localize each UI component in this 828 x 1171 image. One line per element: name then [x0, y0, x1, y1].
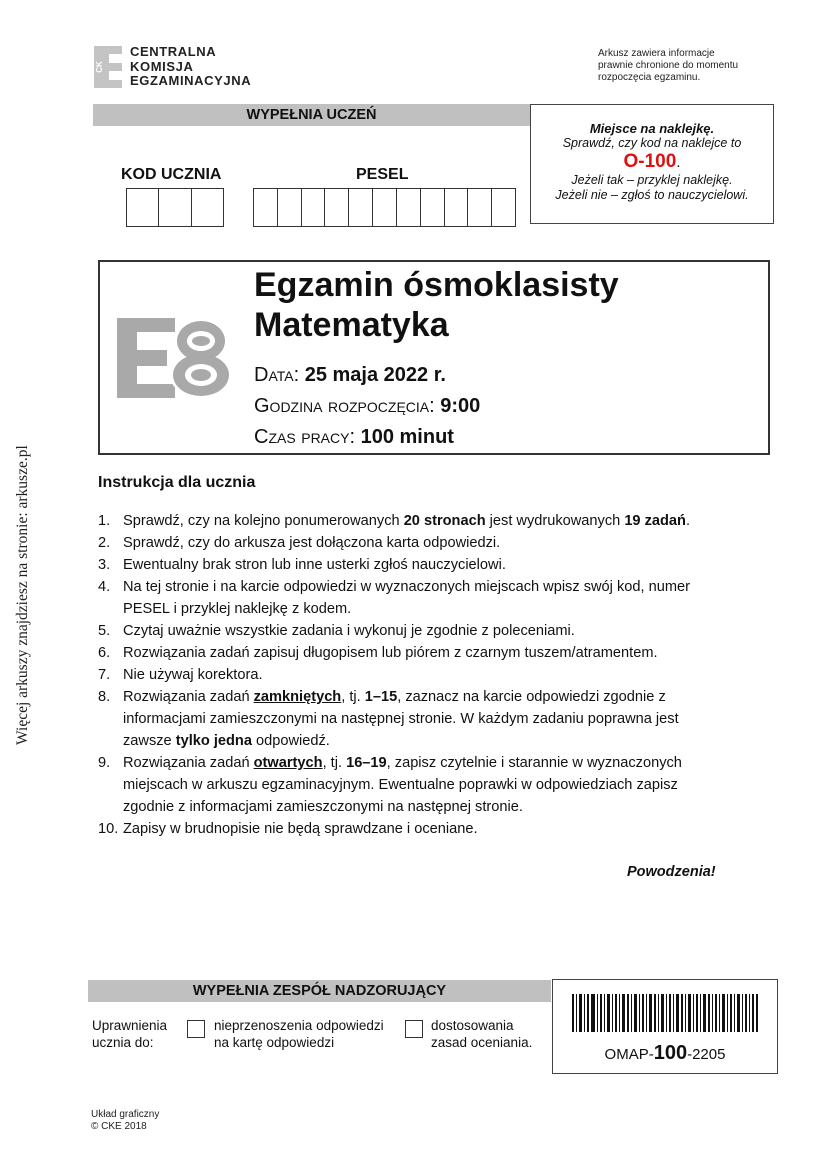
pesel-cell[interactable] [325, 189, 349, 226]
footer-line: © CKE 2018 [91, 1121, 147, 1132]
instruction-text: Czytaj uważnie wszystkie zadania i wykonuj je zgodnie z poleceniami. [123, 623, 575, 639]
no-transfer-label [214, 1017, 384, 1051]
pesel-cell[interactable] [254, 189, 278, 226]
adapted-grading-checkbox[interactable] [405, 1020, 423, 1038]
sticker-placeholder[interactable] [530, 104, 774, 224]
bold-run: 19 zadań [624, 513, 686, 529]
instruction-number: 8. [98, 689, 111, 705]
text-run: , tj. [322, 755, 347, 771]
instruction-number: 1. [98, 513, 111, 529]
instruction-item [98, 532, 738, 554]
instruction-text [123, 686, 738, 752]
exam-date-label: Data: [254, 364, 300, 386]
instruction-item [98, 664, 738, 686]
instructions-list [98, 510, 738, 840]
exam-date-value: 25 maja 2022 r. [304, 364, 446, 386]
instruction-number: 5. [98, 623, 111, 639]
student-code-label: KOD UCZNIA [121, 166, 222, 183]
instruction-text: Zapisy w brudnopisie nie będą sprawdzane i oceniane. [123, 821, 478, 837]
text-run: Rozwiązania zadań [123, 689, 254, 705]
text-run: jest wydrukowanych [485, 513, 625, 529]
text-run: Rozwiązania zadań [123, 755, 254, 771]
barcode-code [552, 1042, 778, 1065]
org-name-line: KOMISJA [130, 58, 194, 74]
bold-run: 16–19 [346, 755, 387, 771]
text-run: . [685, 513, 691, 529]
barcode-code-main: 100 [653, 1042, 688, 1064]
bold-run: 1–15 [364, 689, 398, 705]
student-code-cell[interactable] [159, 189, 191, 226]
instruction-item [98, 510, 738, 532]
cke-logo-icon [94, 46, 122, 88]
text-run: , tj. [341, 689, 365, 705]
no-transfer-checkbox[interactable] [187, 1020, 205, 1038]
student-code-cell[interactable] [127, 189, 159, 226]
org-name-line: EGZAMINACYJNA [130, 73, 252, 88]
legal-note-line: rozpoczęcia egzaminu. [598, 72, 701, 83]
good-luck-text: Powodzenia! [627, 864, 716, 880]
instruction-item [98, 642, 738, 664]
instructions-title: Instrukcja dla ucznia [98, 474, 256, 491]
adapted-grading-label [431, 1017, 532, 1051]
bold-run: 20 stronach [403, 513, 486, 529]
instruction-text [123, 510, 738, 532]
sticker-code: O-100 [623, 151, 677, 172]
student-section-band [93, 104, 530, 126]
text-run: , zaznacz na karcie odpowiedzi zgodnie z informacjami zamieszczonymi na następnej stronie. W każdym zadaniu poprawna jest zawsze [123, 689, 679, 749]
exam-duration-value: 100 minut [360, 426, 454, 448]
instruction-number: 6. [98, 645, 111, 661]
exam-duration [254, 425, 454, 449]
instruction-number: 4. [98, 579, 111, 595]
option-label-line: na kartę odpowiedzi [214, 1035, 335, 1050]
sticker-code-suffix: . [676, 154, 681, 171]
pesel-cell[interactable] [492, 189, 515, 226]
instruction-text: Rozwiązania zadań zapisuj długopisem lub piórem z czarnym tuszem/atramentem. [123, 645, 658, 661]
instruction-number: 9. [98, 755, 111, 771]
supervisor-section-title: WYPEŁNIA ZESPÓŁ NADZORUJĄCY [192, 983, 447, 999]
org-name-line: CENTRALNA [130, 44, 217, 59]
footer-note [91, 1109, 159, 1133]
exam-date [254, 363, 446, 387]
e8-logo-icon [117, 318, 233, 398]
instruction-item [98, 576, 738, 620]
instruction-number: 10. [98, 821, 119, 837]
rights-label-line: Uprawnienia [92, 1018, 168, 1033]
instruction-text [123, 752, 738, 818]
legal-note [598, 48, 738, 84]
pesel-field[interactable] [253, 188, 516, 227]
exam-subject: Matematyka [254, 306, 449, 344]
sticker-instruction-yes: Jeżeli tak – przyklej naklejkę. [571, 173, 733, 187]
rights-label-line: ucznia do: [92, 1035, 154, 1050]
exam-duration-label: Czas pracy: [254, 426, 356, 448]
side-watermark-text: Więcej arkuszy znajdziesz na stronie: arkusze.pl [14, 445, 31, 745]
pesel-cell[interactable] [373, 189, 397, 226]
option-label-line: dostosowania [431, 1018, 514, 1033]
sticker-instruction-no: Jeżeli nie – zgłoś to nauczycielowi. [555, 188, 749, 202]
underlined-bold-run: zamkniętych [253, 689, 342, 705]
bold-run: tylko jedna [175, 733, 252, 749]
footer-line: Układ graficzny [91, 1109, 160, 1120]
instruction-text: Ewentualny brak stron lub inne usterki zgłoś nauczycielowi. [123, 557, 506, 573]
pesel-cell[interactable] [278, 189, 302, 226]
instruction-item [98, 752, 738, 818]
exam-start-time-label: Godzina rozpoczęcia: [254, 395, 435, 417]
instruction-number: 2. [98, 535, 111, 551]
instruction-item [98, 818, 738, 840]
pesel-cell[interactable] [468, 189, 492, 226]
barcode-icon [572, 994, 758, 1032]
supervisor-section-band [88, 980, 551, 1002]
student-code-cell[interactable] [192, 189, 223, 226]
instruction-item [98, 554, 738, 576]
text-run: , zapisz czytelnie i starannie w wyznaczonych miejscach w arkuszu egzaminacyjnym. Ewentualne poprawki w odpowiedziach zapisz zgodnie z informacjami zamieszczonymi na następnej stronie. [123, 755, 682, 815]
barcode-code-suffix: -2205 [687, 1046, 726, 1063]
svg-text:CK: CK [95, 61, 104, 73]
pesel-label: PESEL [356, 166, 409, 183]
legal-note-line: prawnie chronione do momentu [598, 60, 739, 71]
instruction-text: Sprawdź, czy do arkusza jest dołączona karta odpowiedzi. [123, 535, 501, 551]
instruction-number: 7. [98, 667, 111, 683]
exam-start-time [254, 394, 480, 418]
pesel-cell[interactable] [445, 189, 469, 226]
instruction-text: Na tej stronie i na karcie odpowiedzi w wyznaczonych miejscach wpisz swój kod, numer PESEL i przyklej naklejkę z kodem. [123, 579, 690, 617]
pesel-cell[interactable] [302, 189, 326, 226]
student-section-title: WYPEŁNIA UCZEŃ [246, 107, 377, 123]
option-label-line: zasad oceniania. [431, 1035, 533, 1050]
instruction-item [98, 686, 738, 752]
sticker-title: Miejsce na naklejkę. [589, 121, 715, 136]
text-run: Sprawdź, czy na kolejno ponumerowanych [123, 513, 404, 529]
underlined-bold-run: otwartych [253, 755, 323, 771]
exam-title: Egzamin ósmoklasisty [254, 266, 619, 304]
barcode-code-prefix: OMAP- [604, 1046, 654, 1063]
instruction-number: 3. [98, 557, 111, 573]
student-code-field[interactable] [126, 188, 224, 227]
organization-name [130, 45, 251, 89]
text-run: odpowiedź. [251, 733, 330, 749]
pesel-cell[interactable] [397, 189, 421, 226]
student-rights-label [92, 1017, 167, 1051]
legal-note-line: Arkusz zawiera informacje [598, 48, 715, 59]
pesel-cell[interactable] [421, 189, 445, 226]
pesel-cell[interactable] [349, 189, 373, 226]
option-label-line: nieprzenoszenia odpowiedzi [214, 1018, 384, 1033]
instruction-item [98, 620, 738, 642]
sticker-instruction: Sprawdź, czy kod na naklejce to [562, 136, 742, 150]
instruction-text: Nie używaj korektora. [123, 667, 263, 683]
exam-start-time-value: 9:00 [440, 395, 481, 417]
